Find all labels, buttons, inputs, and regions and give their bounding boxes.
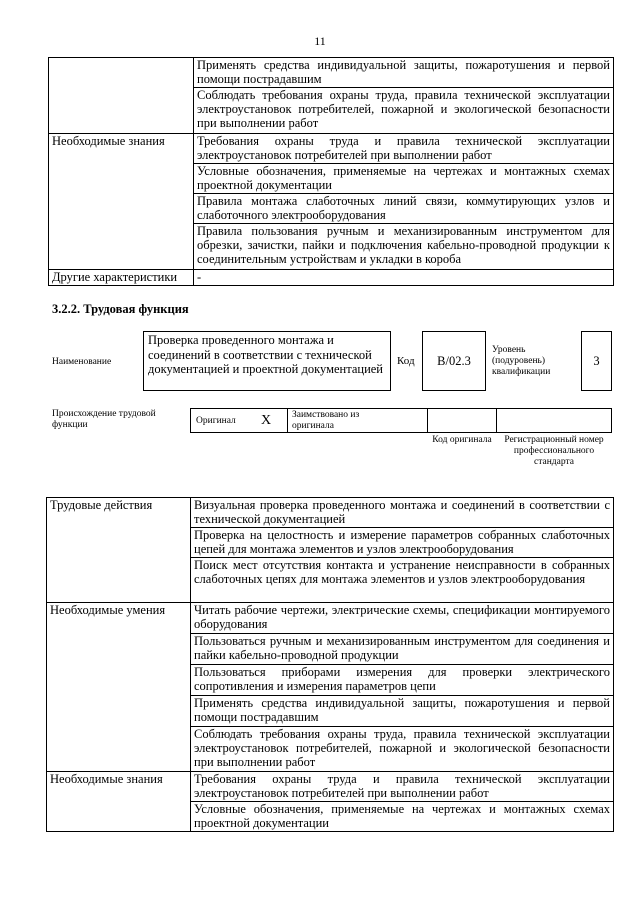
- original-mark: X: [261, 413, 272, 428]
- continued-requirements-table: [48, 57, 614, 286]
- table-cell: Применять средства индивидуальной защиты, пожаротушения и первой помощи пострадавшим: [191, 696, 614, 727]
- table-cell: Читать рабочие чертежи, электрические схемы, спецификации монтируемого оборудования: [191, 603, 614, 634]
- table-cell: Пользоваться приборами измерения для проверки электрического сопротивления и измерения параметров цепи: [191, 665, 614, 696]
- level-box: [581, 331, 612, 391]
- row-label: Необходимые знания: [47, 772, 191, 832]
- borrowed-label: Заимствовано из оригинала: [292, 410, 360, 431]
- table-cell: Проверка на целостность и измерение параметров собранных слаботочных цепей для монтажа элементов и узлов электрооборудования: [191, 528, 614, 558]
- level-label: Уровень (подуровень) квалификации: [492, 345, 551, 377]
- row-label: Другие характеристики: [49, 270, 194, 286]
- row-label: Необходимые знания: [49, 134, 194, 270]
- labor-function-table: [46, 497, 614, 832]
- function-name: Проверка проведенного монтажа и соединений в соответствии с технической документацией и проектной документацией: [148, 333, 383, 376]
- table-cell: Правила пользования ручным и механизированным инструментом для обрезки, зачистки, пайки и подключения кабельно-проводной продукции к соединительным устройствам и укладки в короба: [194, 224, 614, 270]
- row-label: Необходимые умения: [47, 603, 191, 772]
- code-label: Код: [397, 355, 415, 367]
- function-name-box: [143, 331, 391, 391]
- code-value: B/02.3: [437, 353, 471, 368]
- reg-caption: Регистрационный номер профессионального стандарта: [504, 435, 604, 467]
- table-cell: Условные обозначения, применяемые на чертежах и монтажных схемах проектной документации: [194, 164, 614, 194]
- table-cell: Визуальная проверка проведенного монтажа и соединений в соответствии с технической документацией: [191, 498, 614, 528]
- borrowed-cell: [287, 408, 428, 433]
- row-label: Трудовые действия: [47, 498, 191, 603]
- level-value: 3: [593, 353, 600, 368]
- original-cell: [190, 408, 288, 433]
- table-cell: Поиск мест отсутствия контакта и устранение неисправности в собранных слаботочных цепях для монтажа элементов и узлов электрооборудования: [191, 558, 614, 603]
- table-cell: Правила монтажа слаботочных линий связи, коммутирующих узлов и слаботочного электрооборудования: [194, 194, 614, 224]
- table-cell: Пользоваться ручным и механизированным инструментом для соединения и пайки кабельно-проводной продукции: [191, 634, 614, 665]
- name-label: Наименование: [52, 357, 112, 367]
- table-cell: Соблюдать требования охраны труда, правила технической эксплуатации электроустановок потребителей, пожарной и экологической безопасности при выполнении работ: [191, 727, 614, 772]
- section-title: 3.2.2. Трудовая функция: [52, 302, 189, 316]
- reg-number-cell: [496, 408, 612, 433]
- origin-label: Происхождение трудовой функции: [52, 409, 156, 430]
- table-cell: Условные обозначения, применяемые на чертежах и монтажных схемах проектной документации: [191, 802, 614, 832]
- table-cell: -: [194, 270, 614, 286]
- table-cell: Применять средства индивидуальной защиты, пожаротушения и первой помощи пострадавшим: [194, 58, 614, 88]
- code-caption: Код оригинала: [432, 435, 492, 445]
- page-number: 11: [314, 34, 326, 48]
- code-box: [422, 331, 486, 391]
- table-cell: Соблюдать требования охраны труда, правила технической эксплуатации электроустановок потребителей, пожарной и экологической безопасности при выполнении работ: [194, 88, 614, 134]
- table-cell: Требования охраны труда и правила технической эксплуатации электроустановок потребителей при выполнении работ: [191, 772, 614, 802]
- original-code-cell: [427, 408, 497, 433]
- table-cell: Требования охраны труда и правила технической эксплуатации электроустановок потребителей при выполнении работ: [194, 134, 614, 164]
- row-label: [49, 58, 194, 134]
- original-label: Оригинал: [196, 416, 236, 426]
